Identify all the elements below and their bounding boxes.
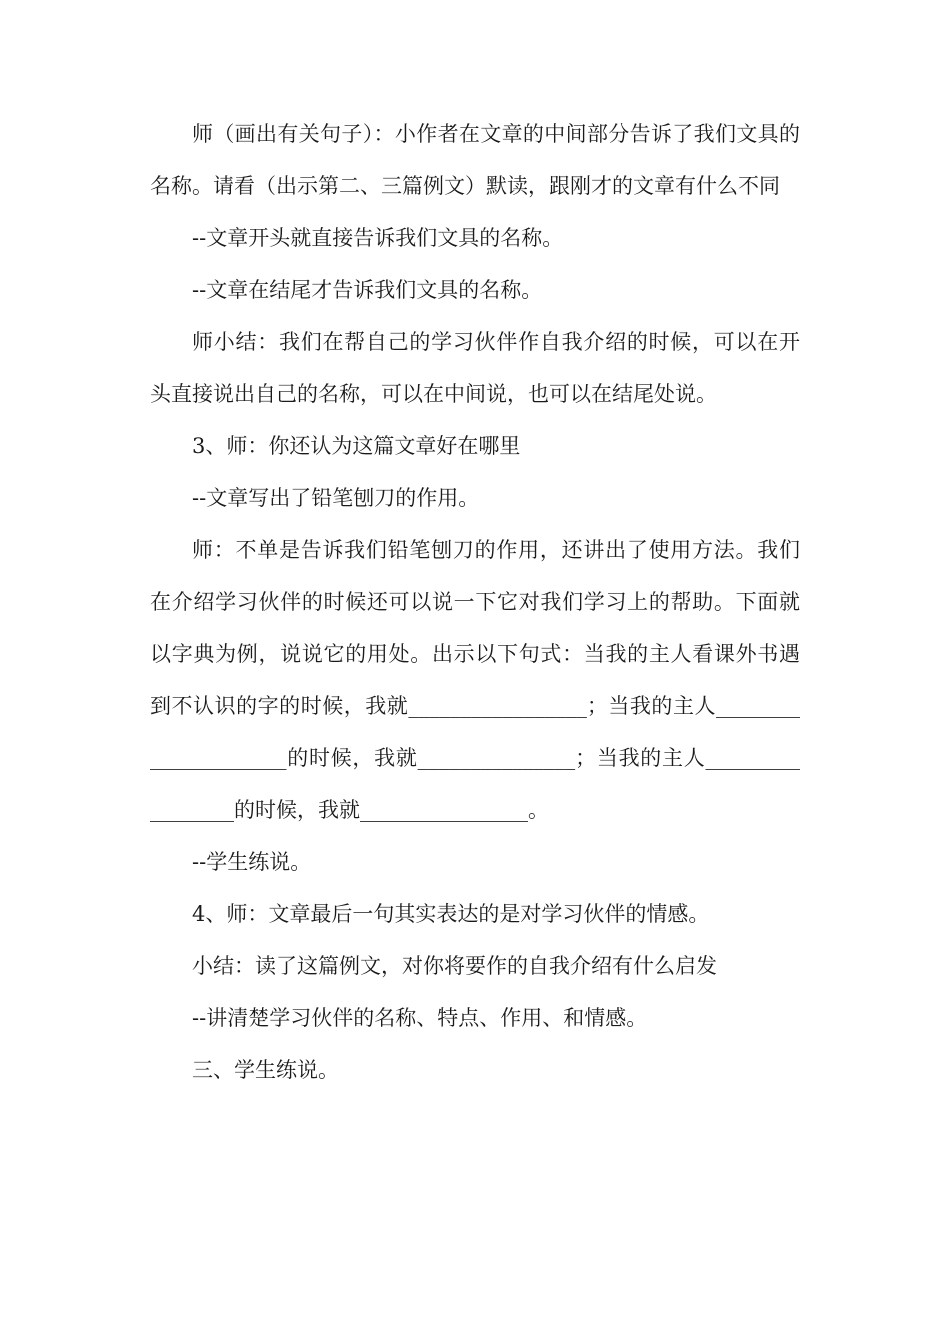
document-body bbox=[150, 108, 800, 1096]
paragraph-question-4: 4、师：文章最后一句其实表达的是对学习伙伴的情感。 bbox=[192, 902, 710, 926]
paragraph-answer-beginning: --文章开头就直接告诉我们文具的名称。 bbox=[192, 226, 564, 250]
paragraph-teacher-question: 师（画出有关句子）：小作者在文章的中间部分告诉了我们文具的名称。请看（出示第二、三篇例文）默读，跟刚才的文章有什么不同 bbox=[150, 122, 800, 198]
section-heading-3: 三、学生练说。 bbox=[192, 1058, 339, 1082]
paragraph-summary: 小结：读了这篇例文，对你将要作的自我介绍有什么启发 bbox=[192, 954, 717, 978]
paragraph-teacher-summary: 师小结：我们在帮自己的学习伙伴作自我介绍的时候，可以在开头直接说出自己的名称，可以在中间说，也可以在结尾处说。 bbox=[150, 330, 800, 406]
paragraph-question-3: 3、师：你还认为这篇文章好在哪里 bbox=[192, 434, 521, 458]
paragraph-fill-in-sentence: 师：不单是告诉我们铅笔刨刀的作用，还讲出了使用方法。我们在介绍学习伙伴的时候还可以说一下它对我们学习上的帮助。下面就以字典为例，说说它的用处。出示以下句式：当我的主人看课外书遇到不认识的字的时候，我就_________________；当我的主人_____________________的时候，我就_______________；当我的主人_________________的时候，我就________________。 bbox=[150, 538, 800, 822]
paragraph-answer-ending: --文章在结尾才告诉我们文具的名称。 bbox=[192, 278, 543, 302]
paragraph-student-practice: --学生练说。 bbox=[192, 850, 312, 874]
paragraph-answer-sharpener: --文章写出了铅笔刨刀的作用。 bbox=[192, 486, 480, 510]
paragraph-answer-summary: --讲清楚学习伙伴的名称、特点、作用、和情感。 bbox=[192, 1006, 648, 1030]
